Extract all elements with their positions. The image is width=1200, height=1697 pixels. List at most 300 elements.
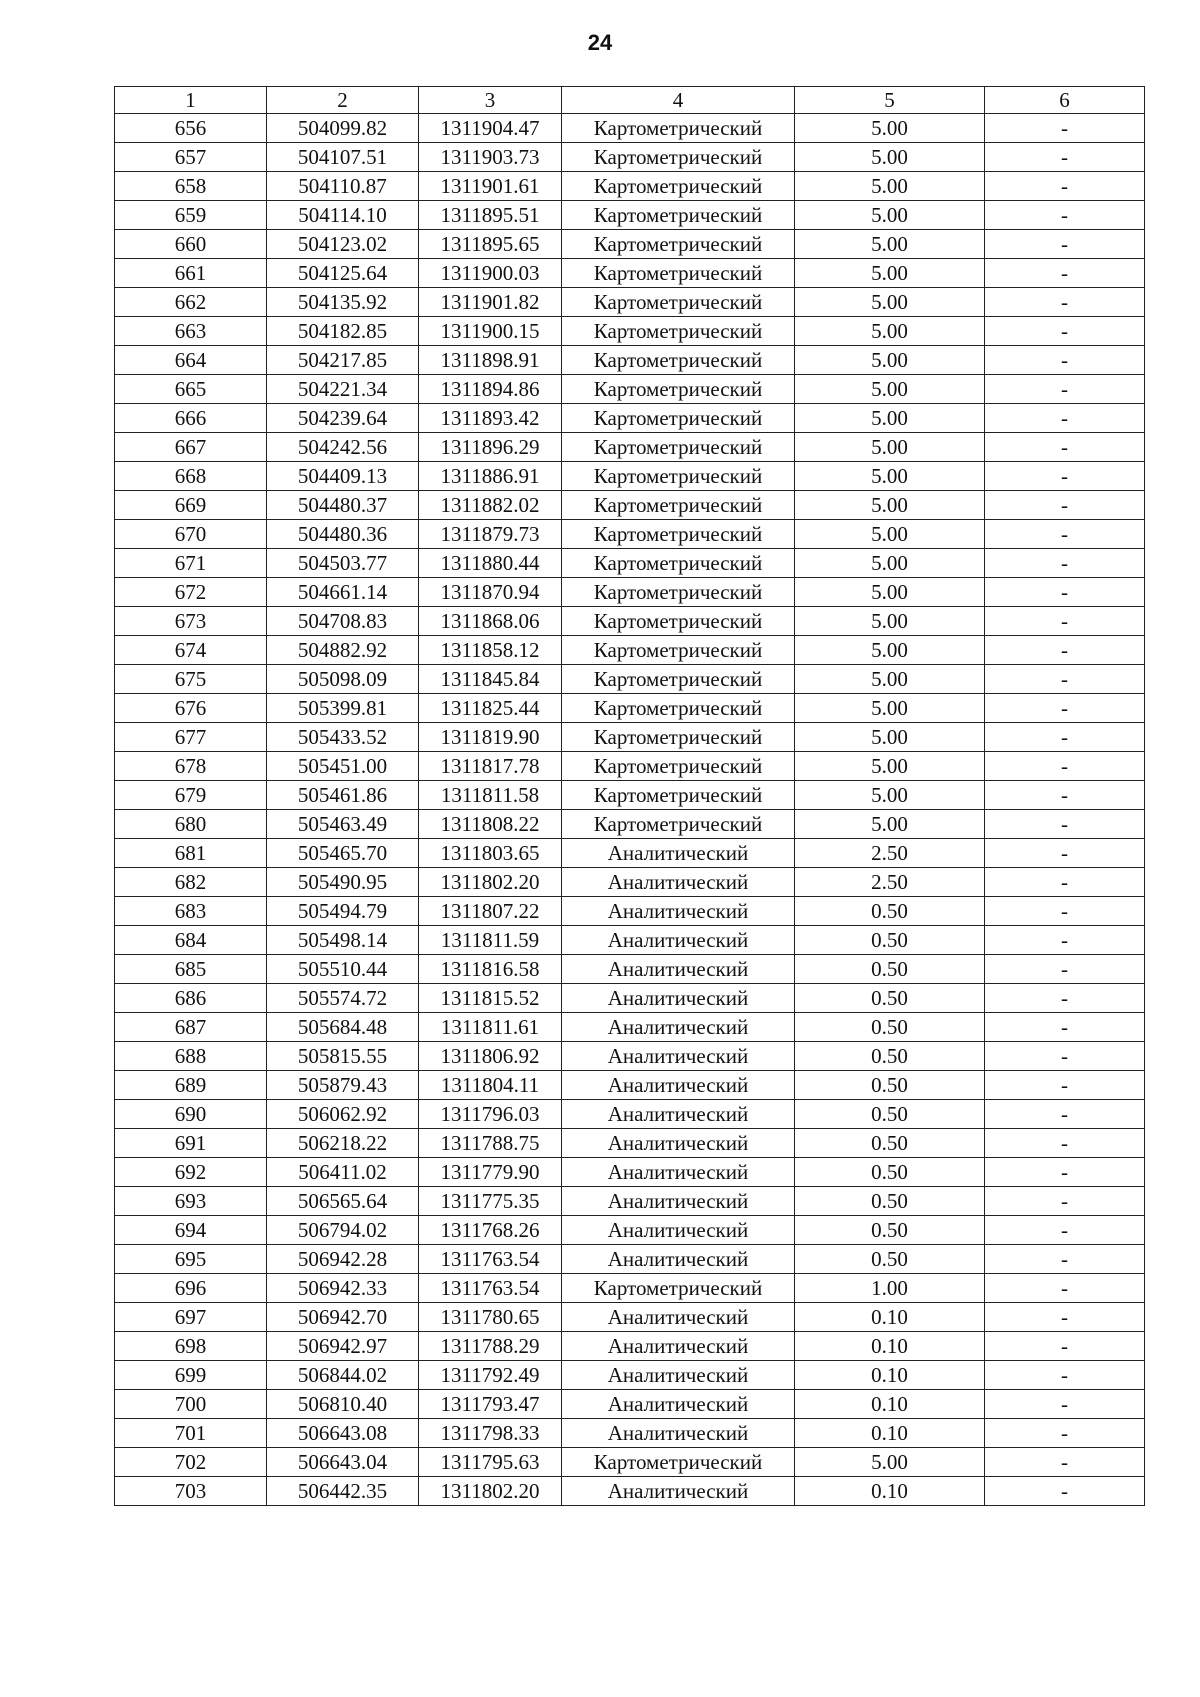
y-coordinate-cell: 1311901.61 xyxy=(419,172,562,201)
method-cell: Аналитический xyxy=(562,1361,795,1390)
table-row xyxy=(115,897,1145,926)
x-coordinate-cell: 505399.81 xyxy=(267,694,419,723)
method-cell: Аналитический xyxy=(562,1245,795,1274)
x-coordinate-cell: 504661.14 xyxy=(267,578,419,607)
description-cell: - xyxy=(985,926,1145,955)
x-coordinate-cell: 505463.49 xyxy=(267,810,419,839)
method-cell: Картометрический xyxy=(562,810,795,839)
x-coordinate-cell: 505574.72 xyxy=(267,984,419,1013)
x-coordinate-cell: 506218.22 xyxy=(267,1129,419,1158)
y-coordinate-cell: 1311900.15 xyxy=(419,317,562,346)
description-cell: - xyxy=(985,752,1145,781)
method-cell: Картометрический xyxy=(562,201,795,230)
accuracy-cell: 0.50 xyxy=(795,1245,985,1274)
x-coordinate-cell: 506643.04 xyxy=(267,1448,419,1477)
table-row xyxy=(115,1274,1145,1303)
accuracy-cell: 0.50 xyxy=(795,926,985,955)
header-cell: 2 xyxy=(267,87,419,114)
x-coordinate-cell: 504480.37 xyxy=(267,491,419,520)
table-row xyxy=(115,1332,1145,1361)
y-coordinate-cell: 1311901.82 xyxy=(419,288,562,317)
table-row xyxy=(115,114,1145,143)
x-coordinate-cell: 504242.56 xyxy=(267,433,419,462)
accuracy-cell: 5.00 xyxy=(795,317,985,346)
point-number-cell: 682 xyxy=(115,868,267,897)
point-number-cell: 701 xyxy=(115,1419,267,1448)
x-coordinate-cell: 506411.02 xyxy=(267,1158,419,1187)
x-coordinate-cell: 504099.82 xyxy=(267,114,419,143)
x-coordinate-cell: 505461.86 xyxy=(267,781,419,810)
y-coordinate-cell: 1311788.29 xyxy=(419,1332,562,1361)
table-row xyxy=(115,1361,1145,1390)
point-number-cell: 676 xyxy=(115,694,267,723)
accuracy-cell: 5.00 xyxy=(795,143,985,172)
point-number-cell: 671 xyxy=(115,549,267,578)
y-coordinate-cell: 1311870.94 xyxy=(419,578,562,607)
point-number-cell: 702 xyxy=(115,1448,267,1477)
description-cell: - xyxy=(985,520,1145,549)
table-row xyxy=(115,1477,1145,1506)
coordinates-table xyxy=(114,86,1145,1506)
point-number-cell: 667 xyxy=(115,433,267,462)
description-cell: - xyxy=(985,288,1145,317)
y-coordinate-cell: 1311898.91 xyxy=(419,346,562,375)
accuracy-cell: 0.50 xyxy=(795,897,985,926)
table-row xyxy=(115,781,1145,810)
accuracy-cell: 5.00 xyxy=(795,433,985,462)
description-cell: - xyxy=(985,201,1145,230)
description-cell: - xyxy=(985,607,1145,636)
y-coordinate-cell: 1311811.58 xyxy=(419,781,562,810)
description-cell: - xyxy=(985,1129,1145,1158)
description-cell: - xyxy=(985,694,1145,723)
description-cell: - xyxy=(985,578,1145,607)
method-cell: Картометрический xyxy=(562,230,795,259)
method-cell: Картометрический xyxy=(562,520,795,549)
accuracy-cell: 0.10 xyxy=(795,1390,985,1419)
accuracy-cell: 0.10 xyxy=(795,1332,985,1361)
description-cell: - xyxy=(985,259,1145,288)
table-row xyxy=(115,1013,1145,1042)
y-coordinate-cell: 1311819.90 xyxy=(419,723,562,752)
point-number-cell: 664 xyxy=(115,346,267,375)
x-coordinate-cell: 505879.43 xyxy=(267,1071,419,1100)
point-number-cell: 674 xyxy=(115,636,267,665)
table-row xyxy=(115,288,1145,317)
method-cell: Картометрический xyxy=(562,549,795,578)
point-number-cell: 693 xyxy=(115,1187,267,1216)
point-number-cell: 670 xyxy=(115,520,267,549)
y-coordinate-cell: 1311802.20 xyxy=(419,868,562,897)
accuracy-cell: 5.00 xyxy=(795,723,985,752)
table-row xyxy=(115,1448,1145,1477)
accuracy-cell: 0.50 xyxy=(795,1071,985,1100)
table-row xyxy=(115,636,1145,665)
method-cell: Картометрический xyxy=(562,288,795,317)
point-number-cell: 685 xyxy=(115,955,267,984)
y-coordinate-cell: 1311804.11 xyxy=(419,1071,562,1100)
point-number-cell: 689 xyxy=(115,1071,267,1100)
point-number-cell: 683 xyxy=(115,897,267,926)
point-number-cell: 691 xyxy=(115,1129,267,1158)
table-row xyxy=(115,1042,1145,1071)
table-row xyxy=(115,346,1145,375)
y-coordinate-cell: 1311793.47 xyxy=(419,1390,562,1419)
description-cell: - xyxy=(985,1100,1145,1129)
point-number-cell: 659 xyxy=(115,201,267,230)
method-cell: Аналитический xyxy=(562,1158,795,1187)
table-row xyxy=(115,607,1145,636)
description-cell: - xyxy=(985,462,1145,491)
y-coordinate-cell: 1311775.35 xyxy=(419,1187,562,1216)
accuracy-cell: 5.00 xyxy=(795,172,985,201)
method-cell: Картометрический xyxy=(562,1448,795,1477)
y-coordinate-cell: 1311895.65 xyxy=(419,230,562,259)
accuracy-cell: 5.00 xyxy=(795,491,985,520)
description-cell: - xyxy=(985,172,1145,201)
method-cell: Картометрический xyxy=(562,491,795,520)
accuracy-cell: 5.00 xyxy=(795,694,985,723)
table-row xyxy=(115,1216,1145,1245)
accuracy-cell: 0.50 xyxy=(795,984,985,1013)
point-number-cell: 675 xyxy=(115,665,267,694)
description-cell: - xyxy=(985,1390,1145,1419)
description-cell: - xyxy=(985,1042,1145,1071)
table-row xyxy=(115,520,1145,549)
method-cell: Картометрический xyxy=(562,694,795,723)
method-cell: Картометрический xyxy=(562,172,795,201)
table-row xyxy=(115,665,1145,694)
description-cell: - xyxy=(985,346,1145,375)
accuracy-cell: 0.50 xyxy=(795,1158,985,1187)
accuracy-cell: 5.00 xyxy=(795,346,985,375)
point-number-cell: 663 xyxy=(115,317,267,346)
point-number-cell: 696 xyxy=(115,1274,267,1303)
x-coordinate-cell: 505684.48 xyxy=(267,1013,419,1042)
point-number-cell: 658 xyxy=(115,172,267,201)
table-row xyxy=(115,810,1145,839)
y-coordinate-cell: 1311788.75 xyxy=(419,1129,562,1158)
table-row xyxy=(115,984,1145,1013)
accuracy-cell: 5.00 xyxy=(795,230,985,259)
description-cell: - xyxy=(985,897,1145,926)
method-cell: Аналитический xyxy=(562,1303,795,1332)
description-cell: - xyxy=(985,1419,1145,1448)
x-coordinate-cell: 505465.70 xyxy=(267,839,419,868)
point-number-cell: 679 xyxy=(115,781,267,810)
table-row xyxy=(115,578,1145,607)
point-number-cell: 688 xyxy=(115,1042,267,1071)
table-row xyxy=(115,839,1145,868)
y-coordinate-cell: 1311811.61 xyxy=(419,1013,562,1042)
method-cell: Картометрический xyxy=(562,636,795,665)
y-coordinate-cell: 1311811.59 xyxy=(419,926,562,955)
x-coordinate-cell: 505490.95 xyxy=(267,868,419,897)
description-cell: - xyxy=(985,375,1145,404)
point-number-cell: 660 xyxy=(115,230,267,259)
table-row xyxy=(115,230,1145,259)
table-row xyxy=(115,694,1145,723)
description-cell: - xyxy=(985,1013,1145,1042)
point-number-cell: 699 xyxy=(115,1361,267,1390)
y-coordinate-cell: 1311893.42 xyxy=(419,404,562,433)
table-row xyxy=(115,1129,1145,1158)
table-row xyxy=(115,1419,1145,1448)
accuracy-cell: 5.00 xyxy=(795,781,985,810)
method-cell: Аналитический xyxy=(562,839,795,868)
table-row xyxy=(115,317,1145,346)
table-row xyxy=(115,1158,1145,1187)
accuracy-cell: 5.00 xyxy=(795,201,985,230)
table-row xyxy=(115,1187,1145,1216)
header-cell: 3 xyxy=(419,87,562,114)
method-cell: Картометрический xyxy=(562,346,795,375)
method-cell: Аналитический xyxy=(562,1216,795,1245)
method-cell: Аналитический xyxy=(562,1100,795,1129)
description-cell: - xyxy=(985,143,1145,172)
table-header-row xyxy=(115,87,1145,114)
y-coordinate-cell: 1311763.54 xyxy=(419,1274,562,1303)
table-row xyxy=(115,201,1145,230)
x-coordinate-cell: 506942.70 xyxy=(267,1303,419,1332)
y-coordinate-cell: 1311904.47 xyxy=(419,114,562,143)
accuracy-cell: 2.50 xyxy=(795,839,985,868)
method-cell: Аналитический xyxy=(562,1129,795,1158)
description-cell: - xyxy=(985,1245,1145,1274)
accuracy-cell: 2.50 xyxy=(795,868,985,897)
point-number-cell: 684 xyxy=(115,926,267,955)
point-number-cell: 680 xyxy=(115,810,267,839)
x-coordinate-cell: 504239.64 xyxy=(267,404,419,433)
y-coordinate-cell: 1311768.26 xyxy=(419,1216,562,1245)
y-coordinate-cell: 1311779.90 xyxy=(419,1158,562,1187)
point-number-cell: 687 xyxy=(115,1013,267,1042)
x-coordinate-cell: 504708.83 xyxy=(267,607,419,636)
method-cell: Аналитический xyxy=(562,1419,795,1448)
point-number-cell: 692 xyxy=(115,1158,267,1187)
table-row xyxy=(115,375,1145,404)
x-coordinate-cell: 505498.14 xyxy=(267,926,419,955)
method-cell: Аналитический xyxy=(562,926,795,955)
description-cell: - xyxy=(985,781,1145,810)
y-coordinate-cell: 1311868.06 xyxy=(419,607,562,636)
point-number-cell: 673 xyxy=(115,607,267,636)
table-row xyxy=(115,143,1145,172)
description-cell: - xyxy=(985,114,1145,143)
method-cell: Картометрический xyxy=(562,607,795,636)
table-row xyxy=(115,1071,1145,1100)
description-cell: - xyxy=(985,955,1145,984)
header-cell: 1 xyxy=(115,87,267,114)
description-cell: - xyxy=(985,868,1145,897)
method-cell: Аналитический xyxy=(562,1390,795,1419)
x-coordinate-cell: 504217.85 xyxy=(267,346,419,375)
description-cell: - xyxy=(985,1477,1145,1506)
description-cell: - xyxy=(985,839,1145,868)
table-row xyxy=(115,723,1145,752)
method-cell: Аналитический xyxy=(562,1042,795,1071)
x-coordinate-cell: 504503.77 xyxy=(267,549,419,578)
y-coordinate-cell: 1311806.92 xyxy=(419,1042,562,1071)
method-cell: Картометрический xyxy=(562,1274,795,1303)
method-cell: Аналитический xyxy=(562,897,795,926)
y-coordinate-cell: 1311903.73 xyxy=(419,143,562,172)
accuracy-cell: 0.50 xyxy=(795,1216,985,1245)
x-coordinate-cell: 504182.85 xyxy=(267,317,419,346)
description-cell: - xyxy=(985,723,1145,752)
point-number-cell: 677 xyxy=(115,723,267,752)
point-number-cell: 697 xyxy=(115,1303,267,1332)
x-coordinate-cell: 505510.44 xyxy=(267,955,419,984)
accuracy-cell: 0.10 xyxy=(795,1419,985,1448)
x-coordinate-cell: 504107.51 xyxy=(267,143,419,172)
x-coordinate-cell: 506643.08 xyxy=(267,1419,419,1448)
description-cell: - xyxy=(985,230,1145,259)
x-coordinate-cell: 504110.87 xyxy=(267,172,419,201)
method-cell: Аналитический xyxy=(562,1071,795,1100)
description-cell: - xyxy=(985,1274,1145,1303)
description-cell: - xyxy=(985,1332,1145,1361)
y-coordinate-cell: 1311886.91 xyxy=(419,462,562,491)
method-cell: Аналитический xyxy=(562,1187,795,1216)
table-row xyxy=(115,1100,1145,1129)
page-number: 24 xyxy=(587,30,613,55)
table-row xyxy=(115,1245,1145,1274)
point-number-cell: 703 xyxy=(115,1477,267,1506)
description-cell: - xyxy=(985,984,1145,1013)
description-cell: - xyxy=(985,1361,1145,1390)
method-cell: Аналитический xyxy=(562,955,795,984)
description-cell: - xyxy=(985,317,1145,346)
table-row xyxy=(115,259,1145,288)
point-number-cell: 656 xyxy=(115,114,267,143)
description-cell: - xyxy=(985,1448,1145,1477)
method-cell: Аналитический xyxy=(562,1477,795,1506)
y-coordinate-cell: 1311817.78 xyxy=(419,752,562,781)
method-cell: Аналитический xyxy=(562,984,795,1013)
method-cell: Картометрический xyxy=(562,578,795,607)
y-coordinate-cell: 1311900.03 xyxy=(419,259,562,288)
x-coordinate-cell: 506565.64 xyxy=(267,1187,419,1216)
point-number-cell: 666 xyxy=(115,404,267,433)
method-cell: Картометрический xyxy=(562,317,795,346)
accuracy-cell: 1.00 xyxy=(795,1274,985,1303)
method-cell: Картометрический xyxy=(562,665,795,694)
point-number-cell: 681 xyxy=(115,839,267,868)
accuracy-cell: 0.50 xyxy=(795,1100,985,1129)
accuracy-cell: 5.00 xyxy=(795,752,985,781)
method-cell: Картометрический xyxy=(562,114,795,143)
accuracy-cell: 5.00 xyxy=(795,404,985,433)
accuracy-cell: 5.00 xyxy=(795,114,985,143)
x-coordinate-cell: 504882.92 xyxy=(267,636,419,665)
description-cell: - xyxy=(985,404,1145,433)
accuracy-cell: 5.00 xyxy=(795,288,985,317)
x-coordinate-cell: 506942.97 xyxy=(267,1332,419,1361)
method-cell: Картометрический xyxy=(562,752,795,781)
y-coordinate-cell: 1311780.65 xyxy=(419,1303,562,1332)
y-coordinate-cell: 1311815.52 xyxy=(419,984,562,1013)
point-number-cell: 698 xyxy=(115,1332,267,1361)
header-cell: 4 xyxy=(562,87,795,114)
method-cell: Картометрический xyxy=(562,375,795,404)
header-cell: 6 xyxy=(985,87,1145,114)
point-number-cell: 695 xyxy=(115,1245,267,1274)
y-coordinate-cell: 1311825.44 xyxy=(419,694,562,723)
method-cell: Аналитический xyxy=(562,868,795,897)
description-cell: - xyxy=(985,491,1145,520)
accuracy-cell: 5.00 xyxy=(795,520,985,549)
table-row xyxy=(115,172,1145,201)
point-number-cell: 661 xyxy=(115,259,267,288)
table-row xyxy=(115,926,1145,955)
method-cell: Аналитический xyxy=(562,1013,795,1042)
accuracy-cell: 0.50 xyxy=(795,955,985,984)
description-cell: - xyxy=(985,636,1145,665)
x-coordinate-cell: 504114.10 xyxy=(267,201,419,230)
x-coordinate-cell: 504125.64 xyxy=(267,259,419,288)
y-coordinate-cell: 1311763.54 xyxy=(419,1245,562,1274)
accuracy-cell: 0.10 xyxy=(795,1477,985,1506)
accuracy-cell: 0.50 xyxy=(795,1013,985,1042)
x-coordinate-cell: 505494.79 xyxy=(267,897,419,926)
method-cell: Картометрический xyxy=(562,462,795,491)
y-coordinate-cell: 1311894.86 xyxy=(419,375,562,404)
x-coordinate-cell: 506442.35 xyxy=(267,1477,419,1506)
point-number-cell: 690 xyxy=(115,1100,267,1129)
accuracy-cell: 5.00 xyxy=(795,259,985,288)
method-cell: Картометрический xyxy=(562,143,795,172)
y-coordinate-cell: 1311882.02 xyxy=(419,491,562,520)
x-coordinate-cell: 506942.33 xyxy=(267,1274,419,1303)
accuracy-cell: 0.50 xyxy=(795,1042,985,1071)
method-cell: Картометрический xyxy=(562,404,795,433)
table-body xyxy=(115,87,1145,1506)
x-coordinate-cell: 506844.02 xyxy=(267,1361,419,1390)
x-coordinate-cell: 505098.09 xyxy=(267,665,419,694)
y-coordinate-cell: 1311845.84 xyxy=(419,665,562,694)
table-row xyxy=(115,868,1145,897)
y-coordinate-cell: 1311880.44 xyxy=(419,549,562,578)
table-row xyxy=(115,1303,1145,1332)
x-coordinate-cell: 504123.02 xyxy=(267,230,419,259)
accuracy-cell: 5.00 xyxy=(795,1448,985,1477)
accuracy-cell: 5.00 xyxy=(795,375,985,404)
y-coordinate-cell: 1311895.51 xyxy=(419,201,562,230)
y-coordinate-cell: 1311796.03 xyxy=(419,1100,562,1129)
point-number-cell: 657 xyxy=(115,143,267,172)
y-coordinate-cell: 1311795.63 xyxy=(419,1448,562,1477)
y-coordinate-cell: 1311808.22 xyxy=(419,810,562,839)
method-cell: Картометрический xyxy=(562,781,795,810)
table-row xyxy=(115,955,1145,984)
y-coordinate-cell: 1311816.58 xyxy=(419,955,562,984)
accuracy-cell: 0.50 xyxy=(795,1187,985,1216)
method-cell: Аналитический xyxy=(562,1332,795,1361)
accuracy-cell: 0.10 xyxy=(795,1361,985,1390)
point-number-cell: 686 xyxy=(115,984,267,1013)
point-number-cell: 678 xyxy=(115,752,267,781)
description-cell: - xyxy=(985,433,1145,462)
description-cell: - xyxy=(985,549,1145,578)
x-coordinate-cell: 506942.28 xyxy=(267,1245,419,1274)
x-coordinate-cell: 506810.40 xyxy=(267,1390,419,1419)
point-number-cell: 700 xyxy=(115,1390,267,1419)
x-coordinate-cell: 505815.55 xyxy=(267,1042,419,1071)
y-coordinate-cell: 1311879.73 xyxy=(419,520,562,549)
table-row xyxy=(115,404,1145,433)
accuracy-cell: 5.00 xyxy=(795,636,985,665)
